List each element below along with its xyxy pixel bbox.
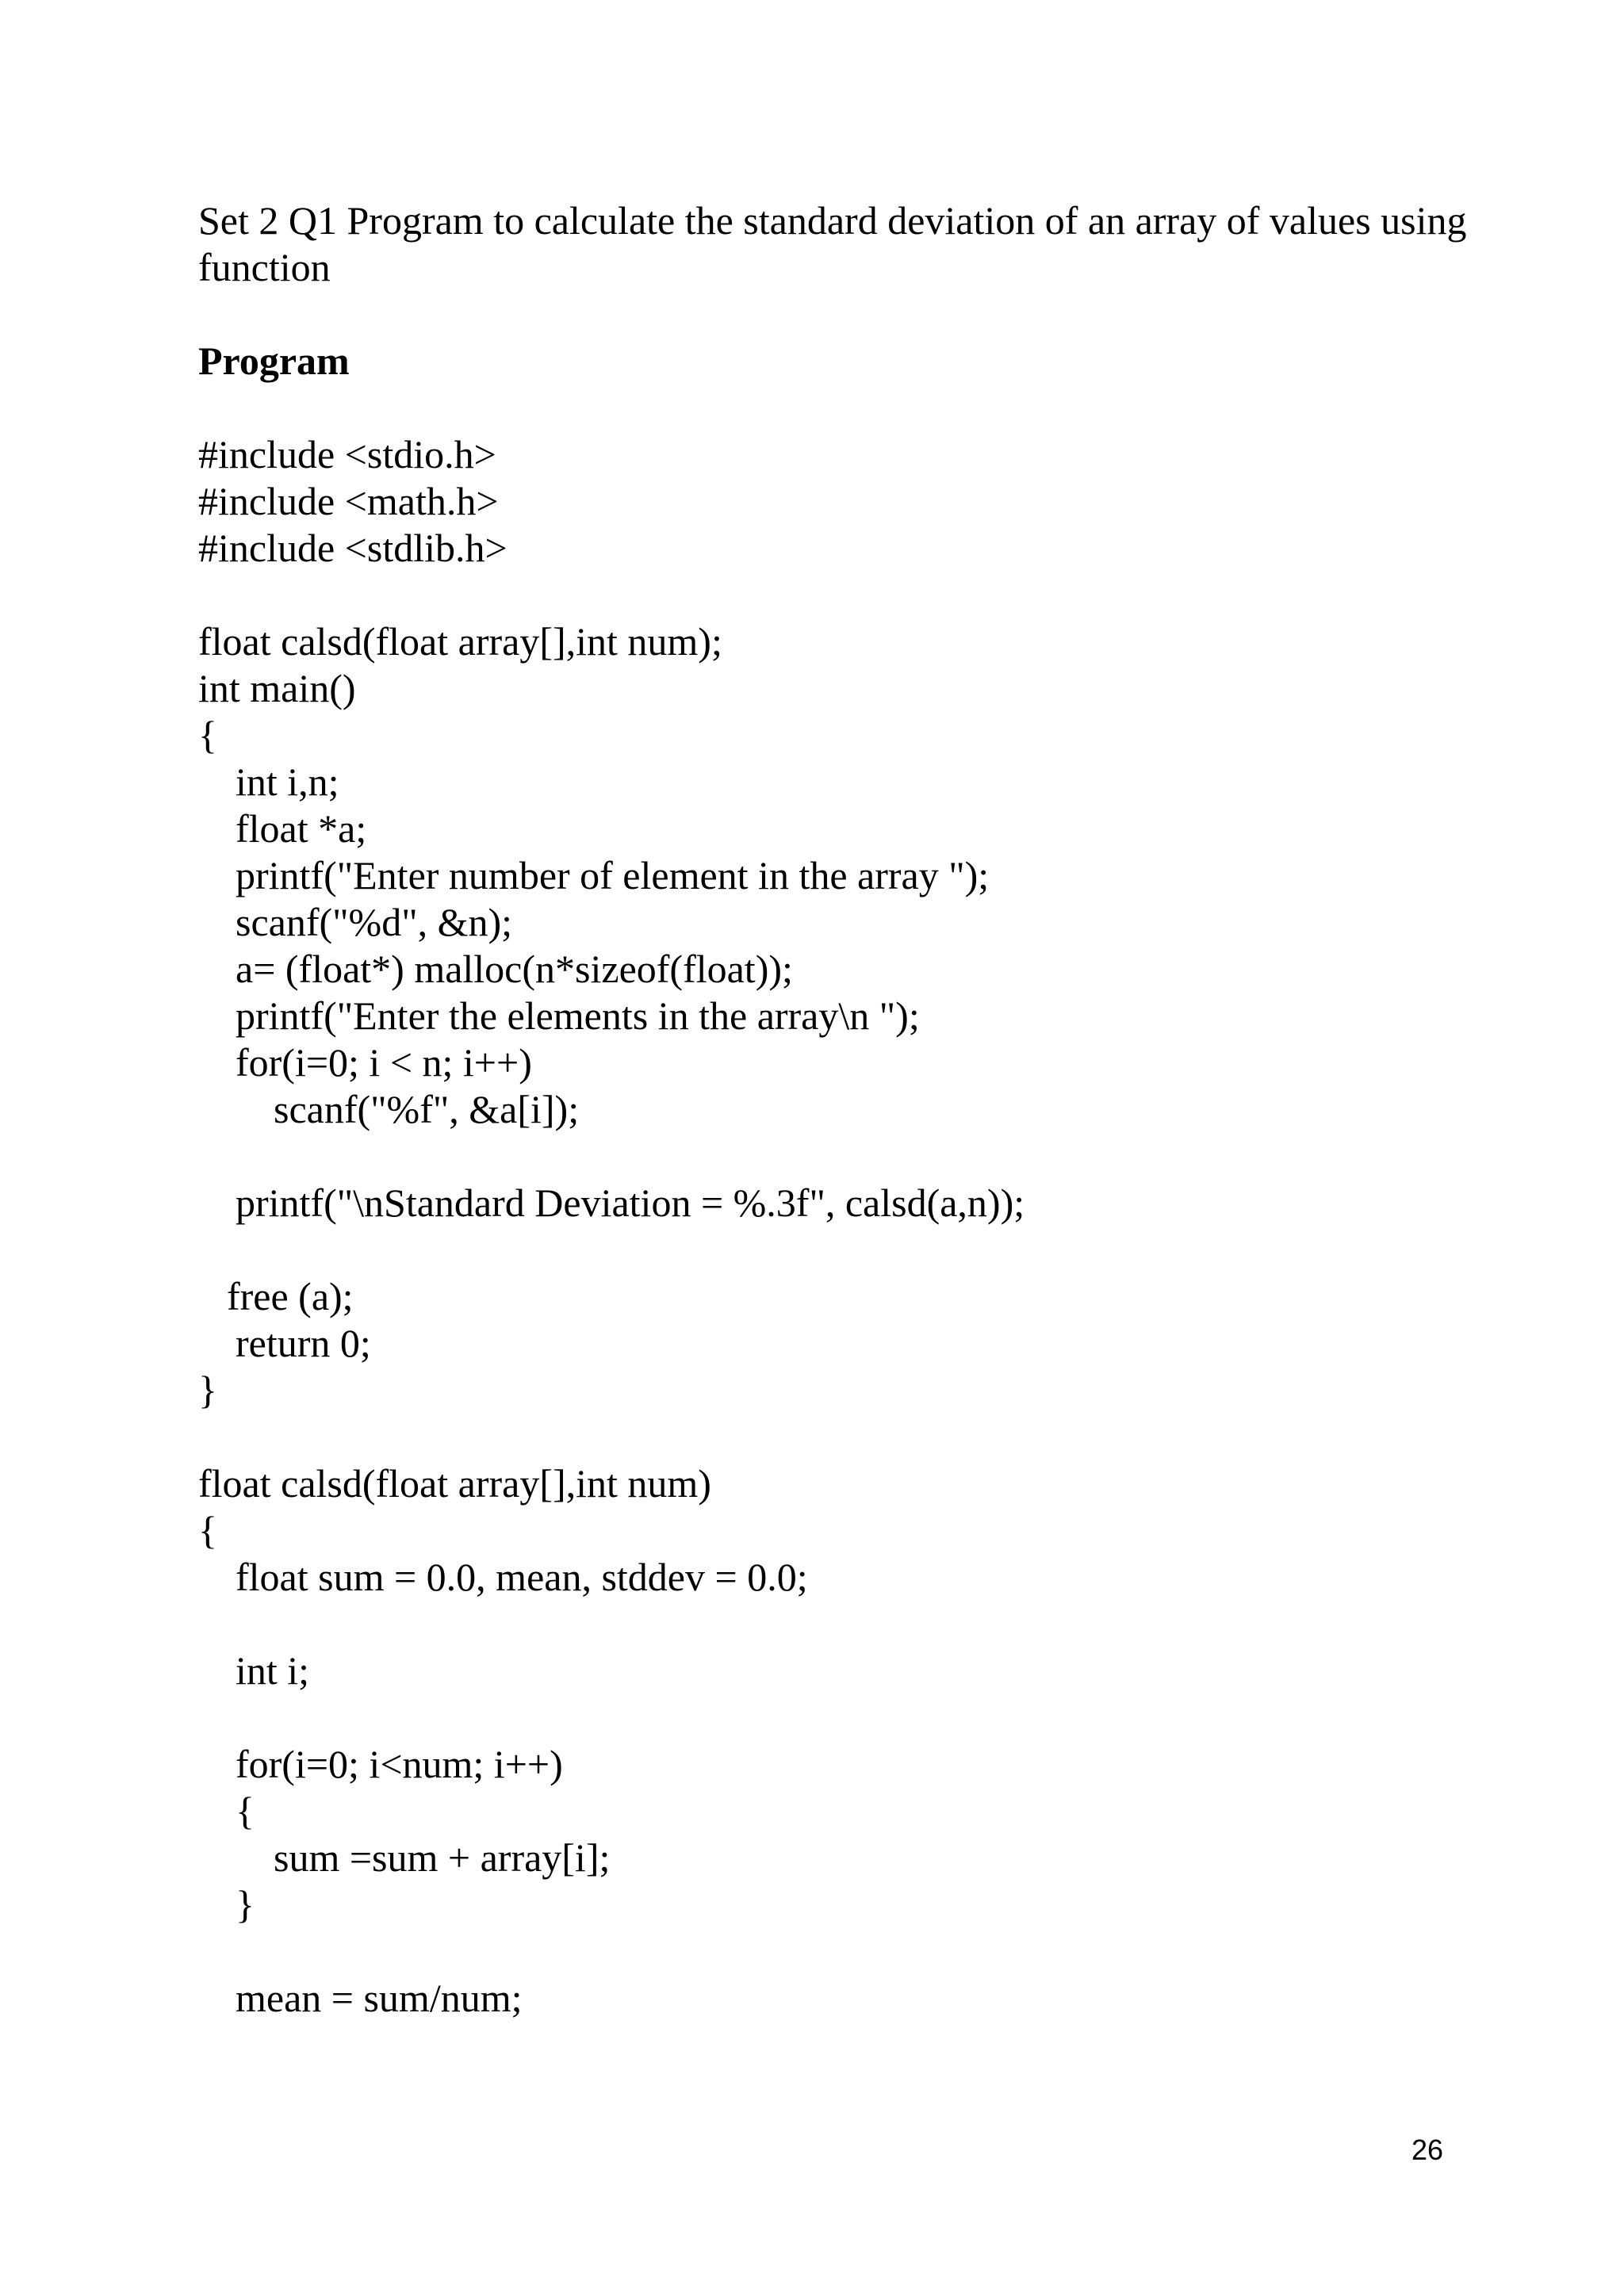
document-title-continuation: function bbox=[198, 245, 331, 289]
code-line: float calsd(float array[],int num); bbox=[198, 619, 722, 664]
code-line: } bbox=[236, 1882, 255, 1927]
code-line: #include <stdio.h> bbox=[198, 432, 496, 476]
code-line: a= (float*) malloc(n*sizeof(float)); bbox=[236, 947, 793, 991]
code-line: for(i=0; i < n; i++) bbox=[236, 1040, 532, 1085]
code-line: scanf("%f", &a[i]); bbox=[274, 1087, 580, 1131]
code-line: #include <math.h> bbox=[198, 479, 499, 523]
code-line: for(i=0; i<num; i++) bbox=[236, 1742, 563, 1786]
document-title: Set 2 Q1 Program to calculate the standard deviation of an array of values using bbox=[198, 198, 1467, 243]
code-line: printf("Enter number of element in the array "); bbox=[236, 853, 990, 897]
code-line: mean = sum/num; bbox=[236, 1976, 523, 2020]
code-line: } bbox=[198, 1368, 217, 1412]
code-line: #include <stdlib.h> bbox=[198, 526, 508, 570]
code-line: { bbox=[198, 1508, 217, 1552]
code-line: sum =sum + array[i]; bbox=[274, 1835, 611, 1880]
code-line: float sum = 0.0, mean, stddev = 0.0; bbox=[236, 1555, 808, 1599]
code-line: free (a); bbox=[227, 1274, 354, 1318]
code-line: int main() bbox=[198, 666, 356, 710]
code-line: printf("\nStandard Deviation = %.3f", calsd(a,n)); bbox=[236, 1181, 1025, 1225]
code-line: { bbox=[236, 1789, 255, 1833]
code-line: return 0; bbox=[236, 1321, 371, 1365]
code-line: { bbox=[198, 713, 217, 757]
code-line: scanf("%d", &n); bbox=[236, 900, 513, 944]
code-line: printf("Enter the elements in the array\n "); bbox=[236, 993, 920, 1038]
page-number: 26 bbox=[1411, 2133, 1443, 2166]
code-line: float calsd(float array[],int num) bbox=[198, 1461, 711, 1506]
code-line: float *a; bbox=[236, 806, 367, 851]
program-heading: Program bbox=[198, 339, 350, 383]
code-line: int i; bbox=[236, 1648, 310, 1693]
code-line: int i,n; bbox=[236, 760, 339, 804]
